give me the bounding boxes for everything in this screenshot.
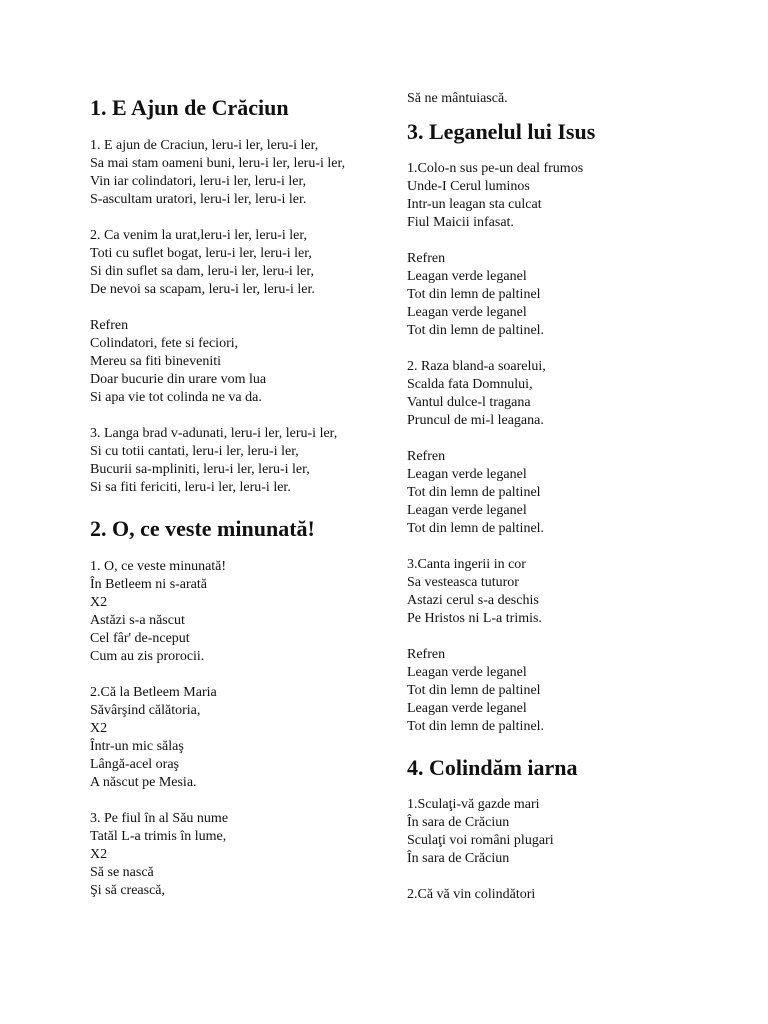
lyric-line: 2.Că la Betleem Maria: [90, 685, 217, 700]
lyric-line: Lângă-acel oraş: [90, 757, 179, 772]
lyric-line: Scalda fata Domnului,: [407, 377, 533, 392]
lyric-line: 2.Că vă vin colindători: [407, 887, 536, 902]
lyric-line: Toti cu suflet bogat, leru-i ler, leru-i ler,: [90, 246, 312, 261]
refrain: [407, 646, 697, 736]
lyric-line: 3.Canta ingerii in cor: [407, 557, 526, 572]
lyric-line: În sara de Crăciun: [407, 815, 510, 830]
lyric-line: Leagan verde leganel: [407, 305, 527, 320]
stanza: [407, 358, 697, 430]
song-4: [407, 754, 697, 904]
stanza: [90, 425, 380, 497]
lyric-line: Să ne mântuiască.: [407, 91, 508, 106]
lyric-line: Pe Hristos ni L-a trimis.: [407, 611, 542, 626]
refrain-label: Refren: [407, 647, 446, 662]
lyric-line: X2: [90, 721, 108, 736]
song-3: [407, 118, 697, 736]
lyric-line: Doar bucurie din urare vom lua: [90, 372, 267, 387]
refrain-label: Refren: [407, 251, 446, 266]
song-title: 3. Leganelul lui Isus: [407, 119, 596, 144]
lyric-line: 1.Sculaţi-vă gazde mari: [407, 797, 540, 812]
lyric-line: X2: [90, 847, 108, 862]
lyric-line: Vantul dulce-l tragana: [407, 395, 531, 410]
lyric-line: Cum au zis prorocii.: [90, 649, 205, 664]
lyric-line: A născut pe Mesia.: [90, 775, 197, 790]
lyric-line: Cel fâr' de-nceput: [90, 631, 190, 646]
lyric-line: 1. O, ce veste minunată!: [90, 559, 227, 574]
lyric-line: Tot din lemn de paltinel: [407, 683, 541, 698]
lyric-line: 1. E ajun de Craciun, leru-i ler, leru-i ler,: [90, 138, 319, 153]
lyric-line: Tot din lemn de paltinel.: [407, 719, 545, 734]
lyric-line: 1.Colo-n sus pe-un deal frumos: [407, 161, 584, 176]
lyric-line: De nevoi sa scapam, leru-i ler, leru-i ler.: [90, 282, 315, 297]
lyric-line: 3. Langa brad v-adunati, leru-i ler, leru-i ler,: [90, 426, 338, 441]
lyric-line: Si din suflet sa dam, leru-i ler, leru-i ler,: [90, 264, 314, 279]
refrain: [407, 250, 697, 340]
lyric-line: 3. Pe fiul în al Său nume: [90, 811, 229, 826]
refrain: [407, 448, 697, 538]
lyric-line: Colindatori, fete si feciori,: [90, 336, 239, 351]
lyric-line: Astăzi s-a născut: [90, 613, 185, 628]
refrain: [90, 317, 380, 407]
lyric-line: Tot din lemn de paltinel.: [407, 521, 545, 536]
song-2: [90, 515, 380, 900]
stanza: [407, 796, 697, 868]
lyric-line: S-ascultam uratori, leru-i ler, leru-i ler.: [90, 192, 307, 207]
lyric-line: Leagan verde leganel: [407, 665, 527, 680]
lyric-line: Si sa fiti fericiti, leru-i ler, leru-i ler.: [90, 480, 291, 495]
lyric-line: Tot din lemn de paltinel: [407, 287, 541, 302]
lyric-line: Sa mai stam oameni buni, leru-i ler, leru-i ler,: [90, 156, 346, 171]
lyric-line: Unde-I Cerul luminos: [407, 179, 530, 194]
lyric-line: Si apa vie tot colinda ne va da.: [90, 390, 262, 405]
song-title: 2. O, ce veste minunată!: [90, 516, 315, 541]
song-title: 4. Colindăm iarna: [407, 755, 578, 780]
lyric-line: Astazi cerul s-a deschis: [407, 593, 539, 608]
stanza: [407, 556, 697, 628]
lyric-line: Leagan verde leganel: [407, 467, 527, 482]
lyric-line: Să se nască: [90, 865, 154, 880]
lyric-line: Tatăl L-a trimis în lume,: [90, 829, 227, 844]
lyric-line: În Betleem ni s-arată: [90, 577, 208, 592]
lyric-line: Într-un mic sălaş: [90, 739, 184, 754]
lyric-line: Leagan verde leganel: [407, 701, 527, 716]
lyric-line: Săvârşind călătoria,: [90, 703, 201, 718]
stanza: [90, 137, 380, 209]
refrain-label: Refren: [90, 318, 129, 333]
stanza: [90, 227, 380, 299]
lyric-line: Sa vesteasca tuturor: [407, 575, 519, 590]
lyric-line: Bucurii sa-mpliniti, leru-i ler, leru-i ler,: [90, 462, 310, 477]
stanza: [90, 810, 380, 900]
lyric-line: Tot din lemn de paltinel.: [407, 323, 545, 338]
lyric-line: Intr-un leagan sta culcat: [407, 197, 542, 212]
left-column: [90, 90, 380, 918]
lyric-line: 2. Raza bland-a soarelui,: [407, 359, 546, 374]
lyric-line: Fiul Maicii infasat.: [407, 215, 514, 230]
refrain-label: Refren: [407, 449, 446, 464]
lyric-line: În sara de Crăciun: [407, 851, 510, 866]
lyric-line: Pruncul de mi-l leagana.: [407, 413, 544, 428]
lyric-line: Tot din lemn de paltinel: [407, 485, 541, 500]
stanza: [407, 886, 697, 904]
lyric-line: X2: [90, 595, 108, 610]
lyric-line: Leagan verde leganel: [407, 269, 527, 284]
stanza: [90, 684, 380, 792]
lyric-line: Mereu sa fiti bineveniti: [90, 354, 222, 369]
stanza: [90, 558, 380, 666]
stanza: [407, 160, 697, 232]
lyric-line: Şi să crească,: [90, 883, 166, 898]
lyric-line: 2. Ca venim la urat,leru-i ler, leru-i ler,: [90, 228, 307, 243]
right-column: [407, 90, 697, 922]
continued-line: [407, 90, 697, 108]
song-title: 1. E Ajun de Crăciun: [90, 95, 289, 120]
song-1: [90, 94, 380, 497]
lyric-line: Si cu totii cantati, leru-i ler, leru-i ler,: [90, 444, 299, 459]
lyric-line: Vin iar colindatori, leru-i ler, leru-i ler,: [90, 174, 307, 189]
lyric-line: Leagan verde leganel: [407, 503, 527, 518]
lyric-line: Sculaţi voi români plugari: [407, 833, 554, 848]
